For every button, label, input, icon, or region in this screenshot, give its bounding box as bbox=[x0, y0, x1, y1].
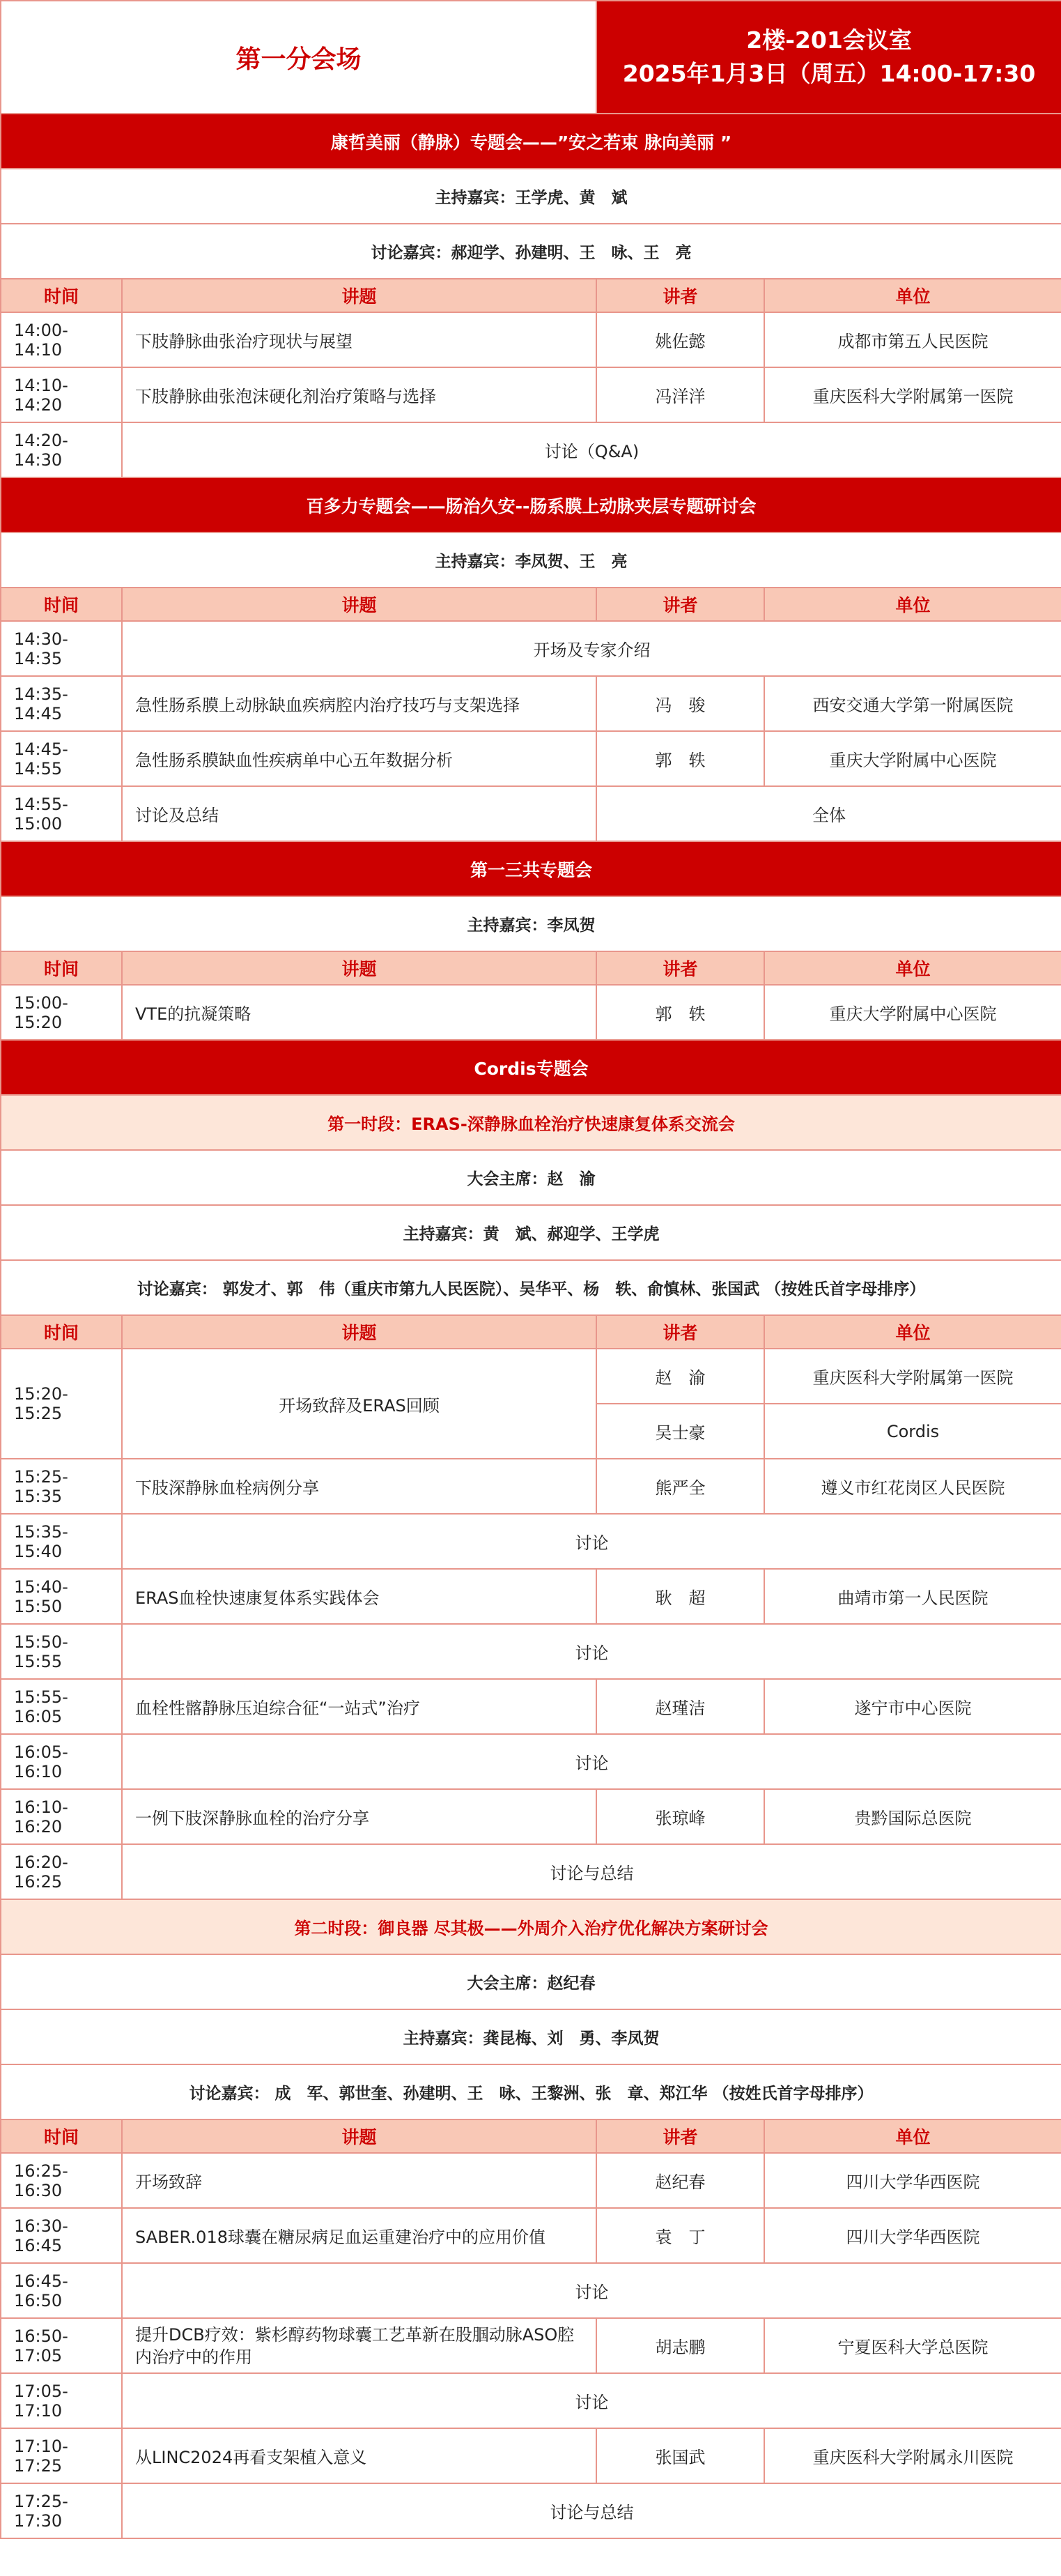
row-speaker: 郭 轶 bbox=[596, 731, 764, 786]
table-row bbox=[1, 1569, 1061, 1624]
col-unit: 单位 bbox=[764, 1315, 1061, 1349]
table-row bbox=[1, 367, 1061, 422]
row-topic: 血栓性髂静脉压迫综合征“一站式”治疗 bbox=[122, 1679, 596, 1734]
row-time: 14:20-14:30 bbox=[1, 422, 122, 477]
row-time: 17:10-17:25 bbox=[1, 2428, 122, 2483]
row-topic: 提升DCB疗效：紫杉醇药物球囊工艺革新在股腘动脉ASO腔内治疗中的作用 bbox=[122, 2318, 596, 2373]
host-line: 主持嘉宾：王学虎、黄 斌 bbox=[1, 169, 1061, 224]
period-title: 第一时段：ERAS-深静脉血栓治疗快速康复体系交流会 bbox=[1, 1095, 1061, 1150]
host-line: 主持嘉宾：李凤贺 bbox=[1, 896, 1061, 951]
row-unit: 遂宁市中心医院 bbox=[764, 1679, 1061, 1734]
row-unit: 贵黔国际总医院 bbox=[764, 1789, 1061, 1844]
row-speaker: 全体 bbox=[596, 786, 1061, 841]
row-unit: 宁夏医科大学总医院 bbox=[764, 2318, 1061, 2373]
row-unit: 重庆医科大学附属第一医院 bbox=[764, 367, 1061, 422]
discussion-row bbox=[1, 422, 1061, 477]
room-datetime bbox=[596, 1, 1061, 114]
col-time: 时间 bbox=[1, 279, 122, 312]
col-unit: 单位 bbox=[764, 588, 1061, 621]
row-time: 16:30-16:45 bbox=[1, 2208, 122, 2263]
row-topic: VTE的抗凝策略 bbox=[122, 985, 596, 1040]
col-topic: 讲题 bbox=[122, 588, 596, 621]
discussion-row bbox=[1, 2483, 1061, 2538]
discussion-text: 讨论（Q&A) bbox=[122, 422, 1061, 477]
row-time: 17:05-17:10 bbox=[1, 2373, 122, 2428]
col-topic: 讲题 bbox=[122, 951, 596, 985]
intro-row bbox=[1, 621, 1061, 676]
row-time: 17:25-17:30 bbox=[1, 2483, 122, 2538]
row-time: 16:50-17:05 bbox=[1, 2318, 122, 2373]
row-unit: 重庆医科大学附属第一医院 bbox=[764, 1349, 1061, 1404]
table-row bbox=[1, 2318, 1061, 2373]
row-time: 15:00-15:20 bbox=[1, 985, 122, 1040]
row-speaker: 耿 超 bbox=[596, 1569, 764, 1624]
venue-title: 第一分会场 bbox=[1, 1, 596, 114]
row-time: 16:20-16:25 bbox=[1, 1844, 122, 1899]
table-row bbox=[1, 731, 1061, 786]
period-title: 第二时段：御良器 尽其极——外周介入治疗优化解决方案研讨会 bbox=[1, 1899, 1061, 1954]
table-row bbox=[1, 676, 1061, 731]
col-topic: 讲题 bbox=[122, 1315, 596, 1349]
discuss-line: 讨论嘉宾：郝迎学、孙建明、王 咏、王 亮 bbox=[1, 224, 1061, 279]
row-topic: 一例下肢深静脉血栓的治疗分享 bbox=[122, 1789, 596, 1844]
row-speaker: 冯 骏 bbox=[596, 676, 764, 731]
section-title: 康哲美丽（静脉）专题会——”安之若束 脉向美丽 ” bbox=[1, 114, 1061, 169]
section-title: 第一三共专题会 bbox=[1, 841, 1061, 896]
row-unit: 西安交通大学第一附属医院 bbox=[764, 676, 1061, 731]
datetime-label: 2025年1月3日（周五）14:00-17:30 bbox=[622, 60, 1036, 87]
col-time: 时间 bbox=[1, 588, 122, 621]
row-unit: 四川大学华西医院 bbox=[764, 2153, 1061, 2208]
table-row bbox=[1, 985, 1061, 1040]
row-topic: 急性肠系膜上动脉缺血疾病腔内治疗技巧与支架选择 bbox=[122, 676, 596, 731]
row-speaker: 袁 丁 bbox=[596, 2208, 764, 2263]
row-unit: 成都市第五人民医院 bbox=[764, 312, 1061, 367]
row-unit: Cordis bbox=[764, 1404, 1061, 1459]
row-time: 14:30-14:35 bbox=[1, 621, 122, 676]
row-time: 16:05-16:10 bbox=[1, 1734, 122, 1789]
discussion-row bbox=[1, 1624, 1061, 1679]
discussion-text: 讨论 bbox=[122, 2373, 1061, 2428]
row-time: 14:45-14:55 bbox=[1, 731, 122, 786]
discussion-text: 讨论 bbox=[122, 1624, 1061, 1679]
row-time: 14:00-14:10 bbox=[1, 312, 122, 367]
row-time: 14:10-14:20 bbox=[1, 367, 122, 422]
row-time: 15:20-15:25 bbox=[1, 1349, 122, 1459]
row-time: 14:35-14:45 bbox=[1, 676, 122, 731]
host-line: 主持嘉宾：黄 斌、郝迎学、王学虎 bbox=[1, 1205, 1061, 1260]
table-row bbox=[1, 1679, 1061, 1734]
summary-row bbox=[1, 786, 1061, 841]
row-topic: 开场致辞 bbox=[122, 2153, 596, 2208]
row-speaker: 姚佐懿 bbox=[596, 312, 764, 367]
row-unit: 重庆大学附属中心医院 bbox=[764, 985, 1061, 1040]
chair-line: 大会主席：赵纪春 bbox=[1, 1954, 1061, 2009]
row-speaker: 张国武 bbox=[596, 2428, 764, 2483]
column-header-row bbox=[1, 279, 1061, 312]
row-speaker: 胡志鹏 bbox=[596, 2318, 764, 2373]
row-time: 15:25-15:35 bbox=[1, 1459, 122, 1514]
table-row bbox=[1, 1459, 1061, 1514]
discuss-line: 讨论嘉宾： 郭发才、郭 伟（重庆市第九人民医院）、吴华平、杨 轶、俞慎林、张国武 （按姓氏首字母排序） bbox=[1, 1260, 1061, 1315]
section-title: 百多力专题会——肠治久安--肠系膜上动脉夹层专题研讨会 bbox=[1, 477, 1061, 532]
column-header-row bbox=[1, 2119, 1061, 2153]
table-row bbox=[1, 2428, 1061, 2483]
row-speaker: 赵纪春 bbox=[596, 2153, 764, 2208]
table-row bbox=[1, 312, 1061, 367]
discuss-line: 讨论嘉宾： 成 军、郭世奎、孙建明、王 咏、王黎洲、张 章、郑江华 （按姓氏首字母排序） bbox=[1, 2064, 1061, 2119]
col-speaker: 讲者 bbox=[596, 279, 764, 312]
col-speaker: 讲者 bbox=[596, 588, 764, 621]
host-line: 主持嘉宾：龚昆梅、刘 勇、李凤贺 bbox=[1, 2009, 1061, 2064]
table-row bbox=[1, 1349, 1061, 1404]
discussion-text: 讨论与总结 bbox=[122, 1844, 1061, 1899]
row-topic: 下肢静脉曲张治疗现状与展望 bbox=[122, 312, 596, 367]
discussion-row bbox=[1, 1734, 1061, 1789]
discussion-row bbox=[1, 2263, 1061, 2318]
table-row bbox=[1, 1789, 1061, 1844]
row-speaker: 赵瑾洁 bbox=[596, 1679, 764, 1734]
row-time: 14:55-15:00 bbox=[1, 786, 122, 841]
row-unit: 重庆医科大学附属永川医院 bbox=[764, 2428, 1061, 2483]
discussion-text: 讨论 bbox=[122, 1514, 1061, 1569]
discussion-row bbox=[1, 1514, 1061, 1569]
host-line: 主持嘉宾：李凤贺、王 亮 bbox=[1, 532, 1061, 588]
discussion-text: 讨论 bbox=[122, 2263, 1061, 2318]
column-header-row bbox=[1, 588, 1061, 621]
col-topic: 讲题 bbox=[122, 279, 596, 312]
col-speaker: 讲者 bbox=[596, 1315, 764, 1349]
row-topic: 从LINC2024再看支架植入意义 bbox=[122, 2428, 596, 2483]
row-time: 16:10-16:20 bbox=[1, 1789, 122, 1844]
table-row bbox=[1, 2208, 1061, 2263]
row-topic: ERAS血栓快速康复体系实践体会 bbox=[122, 1569, 596, 1624]
col-time: 时间 bbox=[1, 951, 122, 985]
discussion-text: 讨论与总结 bbox=[122, 2483, 1061, 2538]
row-time: 15:40-15:50 bbox=[1, 1569, 122, 1624]
row-time: 15:55-16:05 bbox=[1, 1679, 122, 1734]
row-topic: 急性肠系膜缺血性疾病单中心五年数据分析 bbox=[122, 731, 596, 786]
row-speaker: 赵 渝 bbox=[596, 1349, 764, 1404]
row-speaker: 吴士豪 bbox=[596, 1404, 764, 1459]
row-unit: 遵义市红花岗区人民医院 bbox=[764, 1459, 1061, 1514]
col-unit: 单位 bbox=[764, 2119, 1061, 2153]
column-header-row bbox=[1, 1315, 1061, 1349]
section-title: Cordis专题会 bbox=[1, 1040, 1061, 1095]
col-speaker: 讲者 bbox=[596, 951, 764, 985]
col-topic: 讲题 bbox=[122, 2119, 596, 2153]
row-time: 15:50-15:55 bbox=[1, 1624, 122, 1679]
room-label: 2楼-201会议室 bbox=[746, 26, 912, 54]
row-speaker: 郭 轶 bbox=[596, 985, 764, 1040]
column-header-row bbox=[1, 951, 1061, 985]
row-speaker: 冯洋洋 bbox=[596, 367, 764, 422]
row-time: 16:45-16:50 bbox=[1, 2263, 122, 2318]
col-unit: 单位 bbox=[764, 279, 1061, 312]
row-topic: SABER.018球囊在糖尿病足血运重建治疗中的应用价值 bbox=[122, 2208, 596, 2263]
col-time: 时间 bbox=[1, 2119, 122, 2153]
intro-text: 开场及专家介绍 bbox=[122, 621, 1061, 676]
row-topic: 讨论及总结 bbox=[122, 786, 596, 841]
row-time: 15:35-15:40 bbox=[1, 1514, 122, 1569]
row-speaker: 熊严全 bbox=[596, 1459, 764, 1514]
row-topic: 开场致辞及ERAS回顾 bbox=[122, 1349, 596, 1459]
row-time: 16:25-16:30 bbox=[1, 2153, 122, 2208]
row-speaker: 张琼峰 bbox=[596, 1789, 764, 1844]
col-speaker: 讲者 bbox=[596, 2119, 764, 2153]
row-topic: 下肢静脉曲张泡沫硬化剂治疗策略与选择 bbox=[122, 367, 596, 422]
row-unit: 曲靖市第一人民医院 bbox=[764, 1569, 1061, 1624]
table-row bbox=[1, 2153, 1061, 2208]
row-unit: 重庆大学附属中心医院 bbox=[764, 731, 1061, 786]
chair-line: 大会主席：赵 渝 bbox=[1, 1150, 1061, 1205]
discussion-row bbox=[1, 2373, 1061, 2428]
discussion-text: 讨论 bbox=[122, 1734, 1061, 1789]
discussion-row bbox=[1, 1844, 1061, 1899]
row-unit: 四川大学华西医院 bbox=[764, 2208, 1061, 2263]
col-time: 时间 bbox=[1, 1315, 122, 1349]
col-unit: 单位 bbox=[764, 951, 1061, 985]
row-topic: 下肢深静脉血栓病例分享 bbox=[122, 1459, 596, 1514]
